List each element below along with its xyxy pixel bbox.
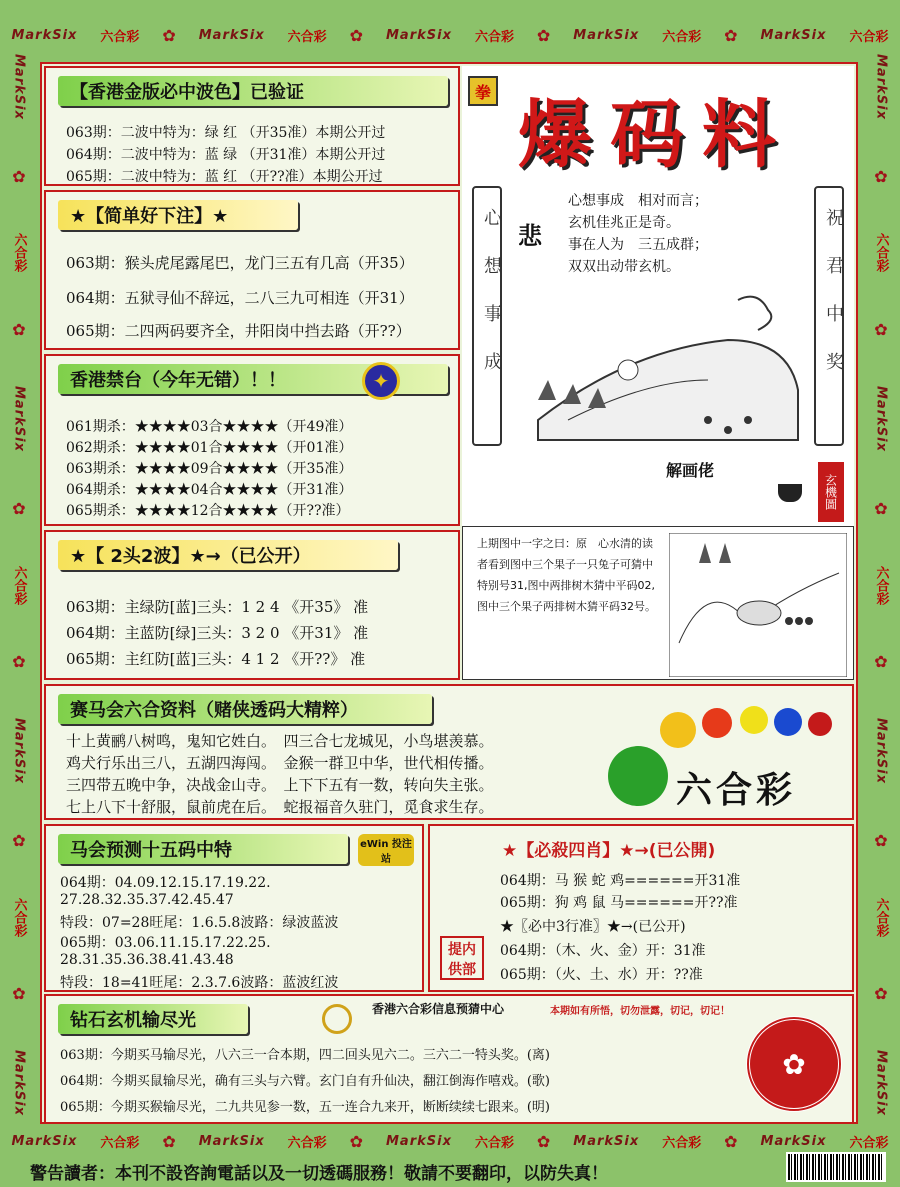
ewin-logo: eWin 投注站 [358, 834, 414, 866]
flower-icon: ✿ [349, 25, 364, 45]
element-title: ★〖必中3行准〗★→(已公开) [500, 919, 686, 935]
brand-text: MarkSix [873, 385, 889, 452]
riddle-line: 064期：今期买鼠输尽光，确有三头与六臂。玄门自有升仙决，翻江倒海作嘻戏。(歌) [60, 1074, 550, 1089]
flower-icon: ✿ [724, 25, 738, 45]
poem-label: 悲 [518, 222, 542, 250]
color-ball [740, 706, 768, 734]
flower-icon: ✿ [874, 984, 888, 1004]
panel-15-numbers [44, 824, 424, 992]
number-line: 27.28.32.35.37.42.45.47 [60, 892, 234, 908]
brand-text: MarkSix [573, 27, 640, 43]
flower-icon: ✿ [874, 651, 888, 671]
kill-line: 064期杀：★★★★04合★★★★（开31准） [66, 482, 353, 498]
brand-text: MarkSix [11, 718, 27, 785]
flower-icon: ✿ [12, 984, 26, 1004]
color-ball [702, 708, 732, 738]
kill-line: 061期杀：★★★★03合★★★★（开49准） [66, 419, 353, 435]
brand-text: MarkSix [11, 1133, 78, 1149]
element-line: 065期：（火、土、水）开：??准 [500, 967, 703, 983]
color-ball [608, 746, 668, 806]
brand-cn-text: 六合彩 [873, 565, 889, 605]
brand-text: MarkSix [873, 1050, 889, 1117]
left-scroll-banner [472, 186, 502, 446]
brand-cn-text: 六合彩 [287, 1135, 327, 1151]
pot-icon [778, 484, 802, 502]
kill-line: 062期杀：★★★★01合★★★★（开01准） [66, 440, 353, 456]
notice-text: 本期如有所悟，切勿泄露，切记，切记！ [550, 1006, 730, 1017]
riddle-line: 065期：二四两码要齐全，井阳岗中挡去路（开??） [66, 322, 411, 340]
brand-cn-text: 六合彩 [662, 1135, 702, 1151]
head-line: 064期：主蓝防[绿]三头：3 2 0 《开31》 准 [66, 624, 369, 642]
flower-icon: ✿ [874, 831, 888, 851]
brand-text: MarkSix [573, 1133, 640, 1149]
flower-icon: ✿ [536, 25, 551, 45]
panel-forbidden [44, 354, 460, 526]
left-border-strip [2, 30, 36, 1140]
poem-line: 七上八下十舒服，鼠前虎在后。 蛇报福音久驻门，觅食求生存。 [66, 798, 494, 816]
brand-text: MarkSix [198, 27, 265, 43]
brand-text: MarkSix [11, 1050, 27, 1117]
banner-text: 心想事成 [481, 208, 502, 400]
footer-warning: 警告讀者：本刊不設咨詢電話以及一切透碼服務！敬請不要翻印，以防失真！ [0, 1155, 900, 1187]
brand-text: MarkSix [11, 385, 27, 452]
internal-stamp: 提内供部 [440, 936, 484, 980]
brand-text: MarkSix [198, 1133, 265, 1149]
brand-cn-text: 六合彩 [873, 233, 889, 273]
top-border-strip [0, 20, 900, 50]
number-line: 特段：18=41旺尾：2.3.7.6波路：蓝波红波 [60, 975, 339, 991]
brand-text: MarkSix [760, 27, 827, 43]
panel-title: 钻石玄机输尽光 [58, 1004, 248, 1034]
flower-icon: ✿ [162, 25, 176, 45]
brand-cn-text: 六合彩 [287, 29, 327, 45]
brand-cn-text: 六合彩 [662, 29, 702, 45]
panel-kill-four [428, 824, 854, 992]
brand-text: MarkSix [873, 53, 889, 120]
kill-line: 065期杀：★★★★12合★★★★（开??准） [66, 503, 350, 519]
flower-icon: ✿ [12, 651, 26, 671]
riddle-line: 064期：五狱寻仙不辞远，二八三九可相连（开31） [66, 289, 414, 307]
brand-text: MarkSix [11, 27, 78, 43]
clue-text: 上期图中一字之曰：原 心水清的读者看到图中三个果子一只兔子可猜中特别号31,图中两排树木猜中平码02,图中三个果子两排树木猜平码32号。 [477, 537, 656, 613]
poem-line: 三四带五晚中争，决战金山寺。 上下下五有一数，转向失主张。 [66, 776, 494, 794]
brand-cn-text: 六合彩 [474, 29, 514, 45]
panel-title: ★【简单好下注】★ [58, 200, 298, 230]
flower-icon: ✿ [12, 166, 26, 186]
head-line: 065期：主红防[蓝]三头：4 1 2 《开??》 准 [66, 650, 366, 668]
panel-title: 马会预测十五码中特 [58, 834, 348, 864]
riddle-line: 065期：今期买猴输尽光，二九共见参一数，五一连合九来开，断断续续七跟来。(明) [60, 1100, 550, 1115]
rabbit-illustration [669, 533, 847, 677]
right-border-strip [864, 30, 898, 1140]
flower-icon: ✿ [874, 319, 888, 339]
brand-text: MarkSix [386, 27, 452, 43]
barcode [786, 1152, 886, 1182]
poem-line: 心想事成 相对而言； [568, 193, 708, 209]
kill-line: 063期杀：★★★★09合★★★★（开35准） [66, 461, 353, 477]
number-line: 28.31.35.36.38.41.43.48 [60, 952, 234, 968]
badge-xuanji: 玄機圖 [818, 462, 844, 522]
poem-line: 事在人为 三五成群； [568, 237, 708, 253]
target-icon [322, 1004, 352, 1034]
brand-cn-text: 六合彩 [849, 29, 889, 45]
brand-cn-text: 六合彩 [11, 897, 27, 937]
poem-line: 玄机佳兆正是奇。 [568, 215, 680, 231]
lottery-logo: 六合彩 [676, 769, 797, 811]
brand-text: MarkSix [760, 1133, 827, 1149]
brand-cn-text: 六合彩 [11, 565, 27, 605]
panel-title: ★【必殺四肖】★→(已公開) [502, 841, 716, 861]
brand-text: MarkSix [873, 718, 889, 785]
clue-panel [462, 526, 854, 680]
color-ball [808, 712, 832, 736]
flower-icon: ✿ [162, 1131, 176, 1151]
riddle-illustration [508, 280, 808, 450]
flower-icon: ✿ [724, 1131, 738, 1151]
flower-icon: ✿ [12, 831, 26, 851]
flower-icon: ✿ [349, 1131, 364, 1151]
panel-horse-data [44, 684, 854, 820]
brand-text: MarkSix [11, 53, 27, 120]
result-line: 063期：二波中特为：绿 红 （开35准）本期公开过 [66, 125, 386, 141]
panel-wave-color [44, 66, 460, 186]
brand-text: MarkSix [386, 1133, 452, 1149]
panel-title: 【香港金版必中波色】已验证 [58, 76, 448, 106]
result-line: 064期：二波中特为：蓝 绿 （开31准）本期公开过 [66, 147, 386, 163]
panel-title: 香港禁台（今年无错）！！ [58, 364, 448, 394]
poem-line: 鸡犬行乐出三八，五湖四海闯。 金猴一群卫中华，世代相传播。 [66, 754, 494, 772]
poster-panel [462, 66, 854, 526]
seal-emblem: ✿ [746, 1016, 842, 1112]
head-line: 063期：主绿防[蓝]三头：1 2 4 《开35》 准 [66, 598, 369, 616]
result-line: 065期：二波中特为：蓝 红 （开??准）本期公开过 [66, 169, 383, 185]
zodiac-line: 065期：狗 鸡 鼠 马======开??准 [500, 895, 738, 911]
number-line: 特段：07=28旺尾：1.6.5.8波路：绿波蓝波 [60, 915, 339, 931]
emblem-icon: ✦ [362, 362, 400, 400]
flower-icon: ✿ [12, 319, 26, 339]
panel-diamond [44, 994, 854, 1124]
brand-cn-text: 六合彩 [474, 1135, 514, 1151]
right-scroll-banner [814, 186, 844, 446]
riddle-line: 063期：今期买马输尽光，八六三一合本期，四二回头见六二。三六二一特头奖。(离) [60, 1048, 550, 1063]
color-ball [660, 712, 696, 748]
center-name: 香港六合彩信息预猜中心 [372, 1002, 505, 1016]
panel-2head-2wave [44, 530, 460, 680]
brand-cn-text: 六合彩 [849, 1135, 889, 1151]
flower-icon: ✿ [874, 166, 888, 186]
flower-icon: ✿ [874, 499, 888, 519]
poem-line: 十上黄鹂八树鸣，鬼知它姓白。 四三合七龙城见，小鸟堪羡慕。 [66, 732, 494, 750]
poem-line: 双双出动带玄机。 [568, 259, 680, 275]
flower-icon: ✿ [536, 1131, 551, 1151]
number-line: 065期：03.06.11.15.17.22.25. [60, 935, 271, 951]
color-ball [774, 708, 802, 736]
brand-cn-text: 六合彩 [11, 233, 27, 273]
explain-label: 解画佬 [666, 461, 715, 480]
number-line: 064期：04.09.12.15.17.19.22. [60, 875, 271, 891]
bottom-border-strip [0, 1128, 900, 1154]
brand-cn-text: 六合彩 [100, 1135, 140, 1151]
panel-title: ★【 2头2波】★→（已公开） [58, 540, 398, 570]
poster-title: 爆码料 [518, 92, 794, 178]
banner-text: 祝君中奖 [823, 208, 844, 400]
element-line: 064期：（木、火、金）开：31准 [500, 943, 706, 959]
mascot-icon: 拳 [468, 76, 498, 106]
panel-title: 赛马会六合资料（赌侠透码大精粹） [58, 694, 432, 724]
panel-simple-bet [44, 190, 460, 350]
flower-icon: ✿ [12, 499, 26, 519]
riddle-line: 063期：猴头虎尾露尾巴，龙门三五有几高（开35） [66, 254, 414, 272]
brand-cn-text: 六合彩 [100, 29, 140, 45]
brand-cn-text: 六合彩 [873, 897, 889, 937]
zodiac-line: 064期：马 猴 蛇 鸡======开31准 [500, 873, 741, 889]
